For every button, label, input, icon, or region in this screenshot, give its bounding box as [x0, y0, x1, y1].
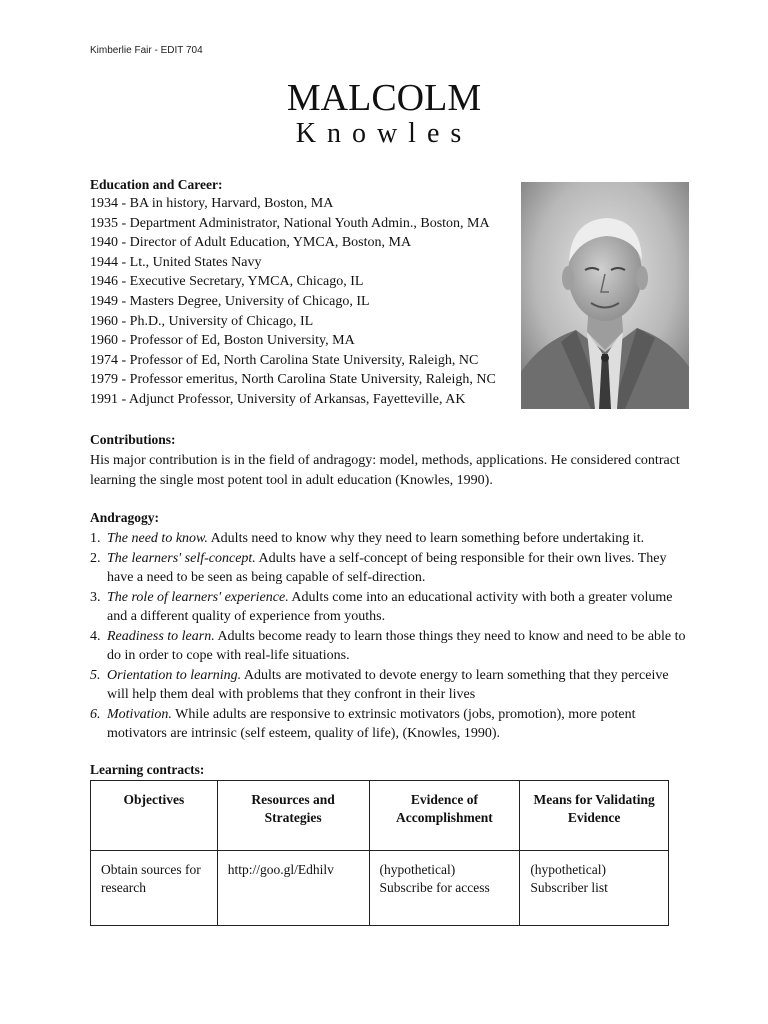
contributions-heading: Contributions: — [90, 432, 176, 447]
list-number: 4. — [90, 628, 101, 644]
list-item: 1991 - Adjunct Professor, University of Arkansas, Fayetteville, AK — [90, 391, 466, 407]
principle-term: The role of learners' experience. — [107, 589, 289, 605]
learning-contracts-heading: Learning contracts: — [90, 762, 205, 777]
principle-term: Motivation. — [107, 706, 172, 722]
table-header-row — [91, 781, 669, 851]
education-heading: Education and Career: — [90, 177, 223, 192]
contributions-text: His major contribution is in the field of andragogy: model, methods, applications. He considered contract learning the single most potent tool in adult education (Knowles, 1990). — [90, 453, 680, 488]
list-item — [90, 705, 690, 744]
list-item: 1949 - Masters Degree, University of Chicago, IL — [90, 293, 370, 309]
list-item: 1960 - Ph.D., University of Chicago, IL — [90, 313, 314, 329]
principle-text: While adults are responsive to extrinsic motivators (jobs, promotion), more potent motivators are intrinsic (self esteem, quality of life), (Knowles, 1990). — [107, 706, 636, 741]
list-item — [90, 666, 690, 705]
andragogy-heading: Andragogy: — [90, 510, 160, 525]
principle-text: Adults have a self-concept of being responsible for their own lives. They have a need to be seen as being capable of self-direction. — [107, 550, 667, 585]
list-item — [90, 549, 690, 588]
list-item: 1935 - Department Administrator, National Youth Admin., Boston, MA — [90, 215, 490, 231]
list-item: 1944 - Lt., United States Navy — [90, 254, 262, 270]
list-item — [90, 627, 690, 666]
list-item: 1940 - Director of Adult Education, YMCA, Boston, MA — [90, 235, 412, 251]
list-number: 5. — [90, 667, 101, 683]
principle-term: The learners' self-concept. — [107, 550, 256, 566]
table-row — [91, 851, 669, 926]
principle-text: Adults become ready to learn those things they need to know and need to be able to do in order to cope with real-life situations. — [107, 628, 686, 663]
list-item: 1979 - Professor emeritus, North Carolina State University, Raleigh, NC — [90, 372, 496, 388]
list-item: 1974 - Professor of Ed, North Carolina State University, Raleigh, NC — [90, 352, 479, 368]
table-header-cell: Evidence of Accomplishment — [369, 781, 520, 851]
list-number: 6. — [90, 706, 101, 722]
table-cell: (hypothetical) Subscriber list — [520, 851, 669, 926]
list-item: 1934 - BA in history, Harvard, Boston, MA — [90, 196, 334, 211]
list-item: 1960 - Professor of Ed, Boston University, MA — [90, 333, 355, 349]
title-last-name: Knowles — [295, 118, 473, 149]
andragogy-list — [90, 529, 690, 744]
table-header-cell: Objectives — [91, 781, 218, 851]
header-note: Kimberlie Fair - EDIT 704 — [90, 45, 203, 56]
table-cell-link[interactable]: http://goo.gl/Edhilv — [217, 851, 369, 926]
principle-text: Adults are motivated to devote energy to learn something that they perceive will help them deal with problems that they confront in their lives — [107, 667, 669, 702]
principle-term: Readiness to learn. — [107, 628, 215, 644]
principle-text: Adults come into an educational activity with both a greater volume and a different quality of experience from youths. — [107, 589, 673, 624]
table-cell: (hypothetical) Subscribe for access — [369, 851, 520, 926]
education-list — [90, 194, 496, 410]
list-item — [90, 588, 690, 627]
table-header-cell: Resources and Strategies — [217, 781, 369, 851]
list-number: 1. — [90, 531, 101, 546]
table-cell: Obtain sources for research — [91, 851, 218, 926]
list-number: 2. — [90, 550, 101, 566]
portrait-photo — [521, 182, 689, 409]
list-item: 1946 - Executive Secretary, YMCA, Chicago, IL — [90, 274, 364, 290]
principle-term: Orientation to learning. — [107, 667, 242, 683]
list-item — [90, 529, 690, 549]
principle-term: The need to know. — [107, 531, 208, 546]
principle-text: Adults need to know why they need to learn something before undertaking it. — [207, 531, 645, 546]
title-first-name: MALCOLM — [286, 77, 482, 119]
list-number: 3. — [90, 589, 101, 605]
table-header-cell: Means for Validating Evidence — [520, 781, 669, 851]
learning-contracts-table — [90, 780, 669, 926]
